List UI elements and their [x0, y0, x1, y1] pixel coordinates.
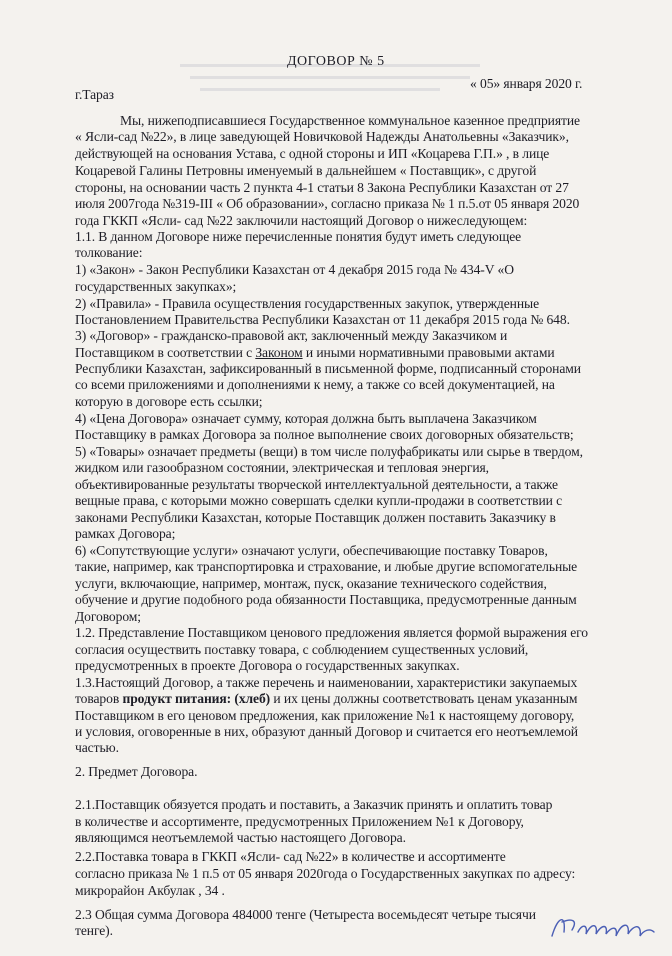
text-line: предусмотренных в проекте Договора о государственных закупках.	[75, 658, 460, 673]
text-line: 1.2. Представление Поставщиком ценового предложения является формой выражения его	[75, 625, 589, 640]
text-line: законами Республики Казахстан, которые Поставщик должен поставить Заказчику в	[75, 510, 556, 525]
text-line: Коцаревой Галины Петровны именуемый в дальнейшем « Поставщик», с другой	[75, 163, 537, 178]
text-line: услуги, включающие, например, монтаж, пуск, оказание технического содействия,	[75, 576, 547, 591]
text-line: стороны, на основании часть 2 пункта 4-1 статьи 8 Закона Республики Казахстан от 27	[75, 180, 569, 195]
text-line: государственных закупках»;	[75, 279, 237, 294]
text-segment: и иными нормативными правовыми актами	[305, 345, 555, 360]
text-line: Договором;	[75, 609, 141, 624]
text-line: июля 2007года №319-III « Об образовании», согласно приказа № 1 п.5.от 05 января 2020	[75, 196, 580, 211]
text-line	[75, 691, 577, 707]
text-line: жидком или газообразном состоянии, электрическая и тепловая энергия,	[75, 460, 489, 475]
text-line: являющимся неотъемлемой частью настоящего Договора.	[75, 830, 406, 845]
document-title: ДОГОВОР № 5	[287, 54, 385, 69]
text-line: действующей на основания Устава, с одной стороны и ИП «Коцарева Г.П.» , в лице	[75, 146, 550, 161]
text-line	[75, 345, 555, 361]
text-segment: и их цены должны соответствовать ценам указанным	[273, 691, 578, 706]
signature	[548, 910, 658, 944]
text-line: 6) «Сопутствующие услуги» означают услуги, обеспечивающие поставку Товаров,	[75, 543, 548, 558]
text-line: Поставщиком в его ценовом предложения, как приложение №1 к настоящему договору,	[75, 708, 575, 723]
text-line: года ГККП «Ясли- сад №22 заключили настоящий Договор о нижеследующем:	[75, 213, 528, 228]
text-line: которую в договоре есть ссылки;	[75, 394, 263, 409]
text-line: в количестве и ассортименте, предусмотренных Приложением №1 к Договору,	[75, 814, 524, 829]
text-line: Постановлением Правительства Республики Казахстан от 11 декабря 2015 года № 648.	[75, 312, 570, 327]
text-line: 1.1. В данном Договоре ниже перечисленные понятия будут иметь следующее	[75, 229, 522, 244]
text-line: согласия осуществить поставку товара, с соблюдением существенных условий,	[75, 642, 529, 657]
text-line: 2) «Правила» - Правила осуществления государственных закупок, утвержденные	[75, 296, 540, 311]
text-line: 4) «Цена Договора» означает сумму, которая должна быть выплачена Заказчиком	[75, 411, 537, 426]
text-line: вещные права, с которыми можно совершать сделки купли-продажи в соответствии с	[75, 493, 563, 508]
text-line: обучение и другие подобного рода обязанности Поставщика, предусмотренные данным	[75, 592, 577, 607]
text-line: объективированные результаты творческой интеллектуальной деятельности, а также	[75, 477, 558, 492]
text-line: микрорайон Акбулак , 34 .	[75, 883, 225, 898]
text-line: 1) «Закон» - Закон Республики Казахстан от 4 декабря 2015 года № 434-V «О	[75, 262, 514, 277]
text-line: Республики Казахстан, зафиксированный в письменной форме, подписанный сторонами	[75, 361, 581, 376]
text-line: согласно приказа № 1 п.5 от 05 января 2020года о Государственных закупках по адресу:	[75, 866, 576, 881]
document-city: г.Тараз	[75, 87, 114, 102]
product-name: продукт питания: (хлеб)	[122, 691, 271, 706]
document-date: « 05» января 2020 г.	[470, 76, 583, 91]
text-segment: товаров	[75, 691, 120, 706]
text-line: рамках Договора;	[75, 526, 176, 541]
text-segment: Поставщиком в соответствии с	[75, 345, 252, 360]
text-line: частью.	[75, 740, 119, 755]
text-line: такие, например, как транспортировка и страхование, и любые другие вспомогательные	[75, 559, 578, 574]
text-line: 3) «Договор» - гражданско-правовой акт, заключенный между Заказчиком и	[75, 328, 508, 343]
law-link[interactable]: Законом	[255, 345, 303, 360]
section-heading: 2. Предмет Договора.	[75, 764, 198, 779]
text-line: 1.3.Настоящий Договор, а также перечень и наименовании, характеристики закупаемых	[75, 675, 578, 690]
text-line: 2.3 Общая сумма Договора 484000 тенге (Четыреста восемьдесят четыре тысячи	[75, 907, 536, 922]
text-line: « Ясли-сад №22», в лице заведующей Новичковой Надежды Анатольевны «Заказчик»,	[75, 129, 569, 144]
text-line: 5) «Товары» означает предметы (вещи) в том числе полуфабрикаты или сырье в твердом,	[75, 444, 583, 459]
text-line: тенге).	[75, 923, 113, 938]
text-line: 2.1.Поставщик обязуется продать и поставить, а Заказчик принять и оплатить товар	[75, 797, 553, 812]
text-line: Поставщику в рамках Договора за полное выполнение своих договорных обязательств;	[75, 427, 574, 442]
text-line: 2.2.Поставка товара в ГККП «Ясли- сад №22» в количестве и ассортименте	[75, 849, 506, 864]
text-line: Мы, нижеподписавшиеся Государственное коммунальное казенное предприятие	[120, 113, 580, 128]
text-line: и условия, оговоренные в них, образуют данный Договор и считается его неотъемлемой	[75, 724, 578, 739]
text-line: толкование:	[75, 245, 143, 260]
text-line: со всеми приложениями и дополнениями к нему, а также со всей документацией, на	[75, 377, 555, 392]
